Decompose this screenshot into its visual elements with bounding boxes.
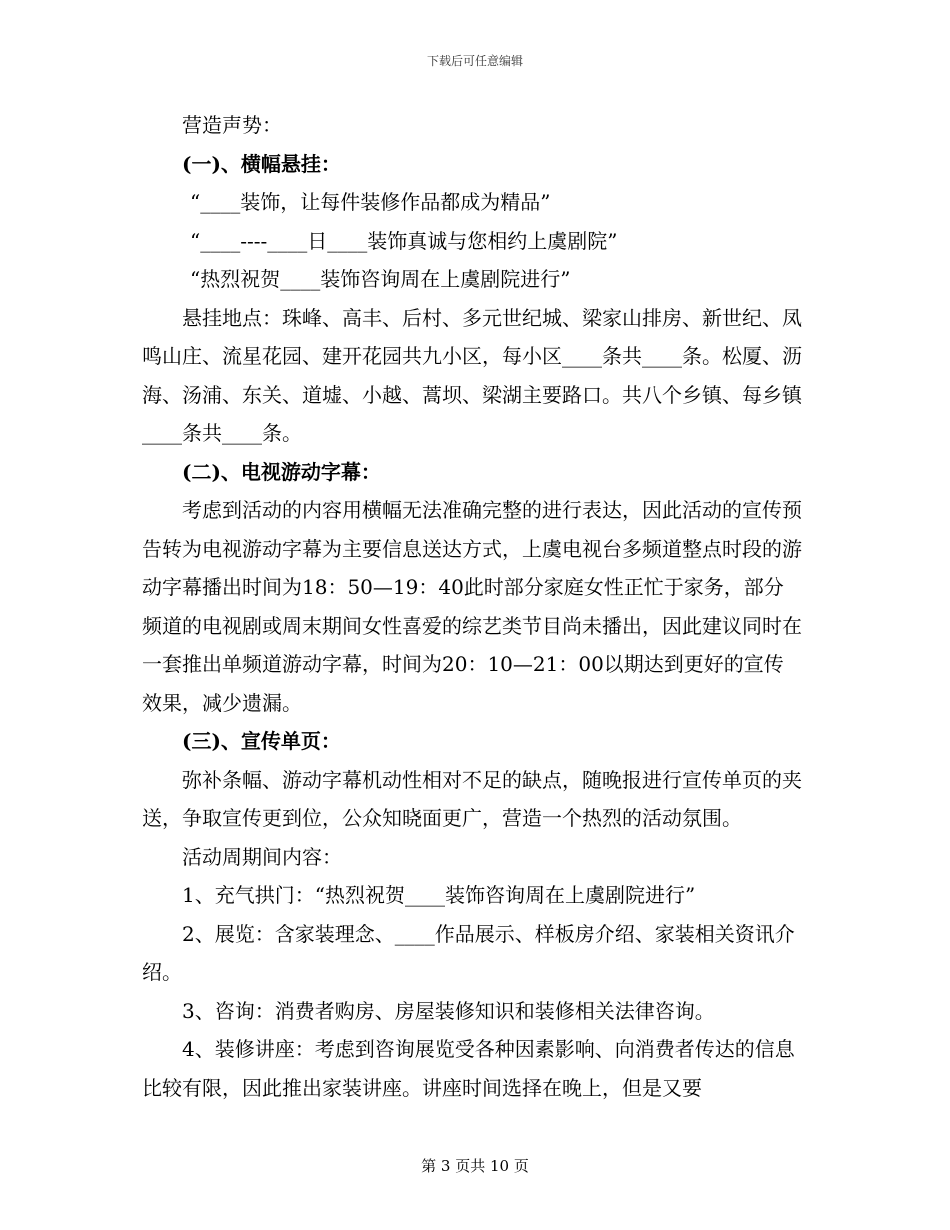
heading-flyer: (三)、宣传单页： [182,729,341,753]
heading-banner: (一)、横幅悬挂： [182,151,341,176]
banner-slogan-3: “热烈祝贺____装饰咨询周在上虞剧院进行” [190,267,571,291]
flyer-body: 弥补条幅、游动字幕机动性相对不足的缺点，随晚报进行宣传单页的夹送，争取宣传更到位，公众知晓面更广，营造一个热烈的活动氛围。 [142,767,802,830]
list-item-exhibition: 2、展览：含家装理念、____作品展示、样板房介绍、家装相关资讯介绍。 [142,921,795,984]
banner-slogan-2: “____----____日____装饰真诚与您相约上虞剧院” [190,228,618,253]
list-item-lecture: 4、装修讲座：考虑到咨询展览受各种因素影响、向消费者传达的信息比较有限，因此推出家装讲座。讲座时间选择在晚上，但是又要 [142,1037,795,1100]
heading-tv-ticker: (二)、电视游动字幕： [182,459,381,484]
page-header: 下载后可任意编辑 [426,54,523,68]
banner-locations: 悬挂地点：珠峰、高丰、后村、多元世纪城、梁家山排房、新世纪、凤鸣山庄、流星花园、建开花园共九小区，每小区____条共____条。松厦、沥海、汤浦、东关、道墟、小越、蒿坝、梁湖主要路口。共八个乡镇、每乡镇____条共____条。 [142,305,802,445]
document-body [142,106,802,1107]
activity-content-heading: 活动周期间内容： [182,844,342,869]
tv-ticker-body: 考虑到活动的内容用横幅无法准确完整的进行表达，因此活动的宣传预告转为电视游动字幕为主要信息送达方式，上虞电视台多频道整点时段的游动字幕播出时间为18：50—19：40此时部分家庭女性正忙于家务，部分频道的电视剧或周末期间女性喜爱的综艺类节目尚未播出，因此建议同时在一套推出单频道游动字幕，时间为20：10—21：00以期达到更好的宣传效果，减少遗漏。 [142,498,802,715]
page-footer: 第 3 页共 10 页 [421,1157,529,1175]
list-item-consultation: 3、咨询：消费者购房、房屋装修知识和装修相关法律咨询。 [182,998,715,1023]
section-intro: 营造声势： [182,113,282,137]
banner-slogan-1: “____装饰，让每件装修作品都成为精品” [190,190,551,214]
list-item-arch: 1、充气拱门：“热烈祝贺____装饰咨询周在上虞剧院进行” [182,883,696,907]
